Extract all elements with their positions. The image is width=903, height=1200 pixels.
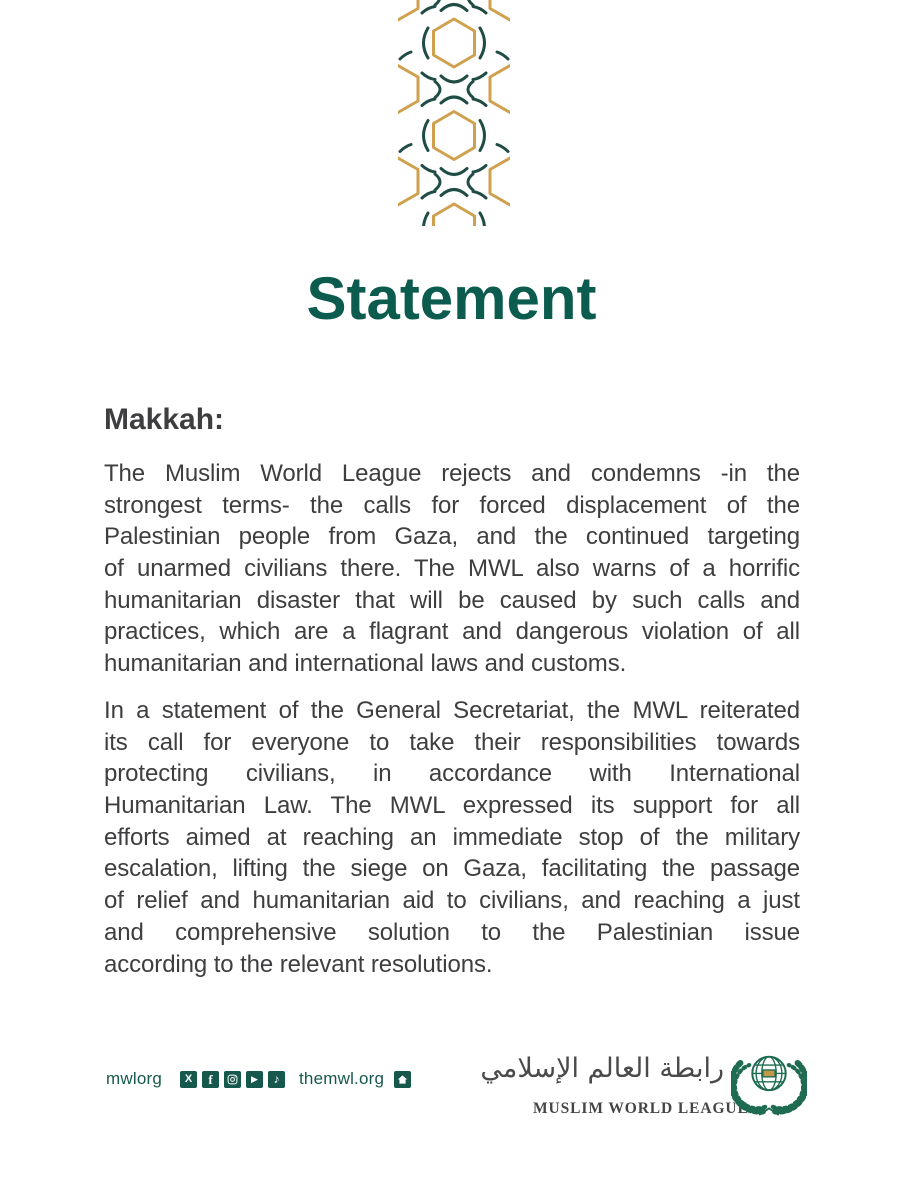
tiktok-icon-glyph: ♪	[273, 1072, 280, 1086]
social-handle: mwlorg	[106, 1069, 162, 1088]
facebook-icon-glyph: f	[208, 1071, 213, 1087]
paragraph-line: strongest terms- the calls for forced displacement of the	[104, 491, 800, 519]
paragraph-line: practices, which are a flagrant and dangerous violation of all	[104, 618, 800, 646]
paragraph-line: Humanitarian Law. The MWL expressed its support for all	[104, 792, 800, 820]
islamic-pattern-ornament	[398, 0, 510, 226]
home-icon[interactable]	[394, 1071, 411, 1088]
mwl-logo-english: MUSLIM WORLD LEAGUE	[533, 1100, 749, 1117]
paragraph-1	[104, 458, 800, 680]
paragraph-line: The Muslim World League rejects and condemns -in the	[104, 460, 800, 487]
mwl-emblem-icon	[731, 1043, 807, 1116]
home-icon-glyph	[397, 1074, 408, 1085]
paragraph-line: according to the relevant resolutions.	[104, 950, 493, 978]
paragraph-2	[104, 695, 800, 980]
instagram-icon[interactable]	[224, 1071, 241, 1088]
city-heading: Makkah:	[104, 403, 225, 436]
paragraph-line: protecting civilians, in accordance with International	[104, 760, 800, 788]
x-icon-glyph: X	[184, 1072, 193, 1085]
mwl-logo-arabic: رابطة العالم الإسلامي	[480, 1053, 724, 1084]
website-link[interactable]: themwl.org	[299, 1069, 385, 1088]
paragraph-line: humanitarian disaster that will be caused by such calls and	[104, 586, 800, 614]
x-icon[interactable]	[180, 1071, 197, 1088]
footer-links	[106, 1069, 411, 1089]
paragraph-line: of relief and humanitarian aid to civilians, and reaching a just	[104, 887, 800, 915]
paragraph-line: of unarmed civilians there. The MWL also warns of a horrific	[104, 555, 800, 583]
instagram-icon-glyph	[227, 1074, 238, 1085]
youtube-icon[interactable]	[246, 1071, 263, 1088]
paragraph-line: escalation, lifting the siege on Gaza, facilitating the passage	[104, 855, 800, 883]
paragraph-line: Palestinian people from Gaza, and the continued targeting	[104, 523, 800, 551]
paragraph-line: efforts aimed at reaching an immediate stop of the military	[104, 823, 800, 851]
youtube-icon-glyph: ▶	[251, 1073, 258, 1084]
paragraph-line: its call for everyone to take their responsibilities towards	[104, 728, 800, 756]
page-title: Statement	[306, 265, 597, 332]
paragraph-line: and comprehensive solution to the Palestinian issue	[104, 918, 800, 946]
tiktok-icon[interactable]	[268, 1071, 285, 1088]
paragraph-line: humanitarian and international laws and customs.	[104, 650, 627, 678]
paragraph-line: In a statement of the General Secretariat, the MWL reiterated	[104, 697, 800, 724]
facebook-icon[interactable]	[202, 1071, 219, 1088]
